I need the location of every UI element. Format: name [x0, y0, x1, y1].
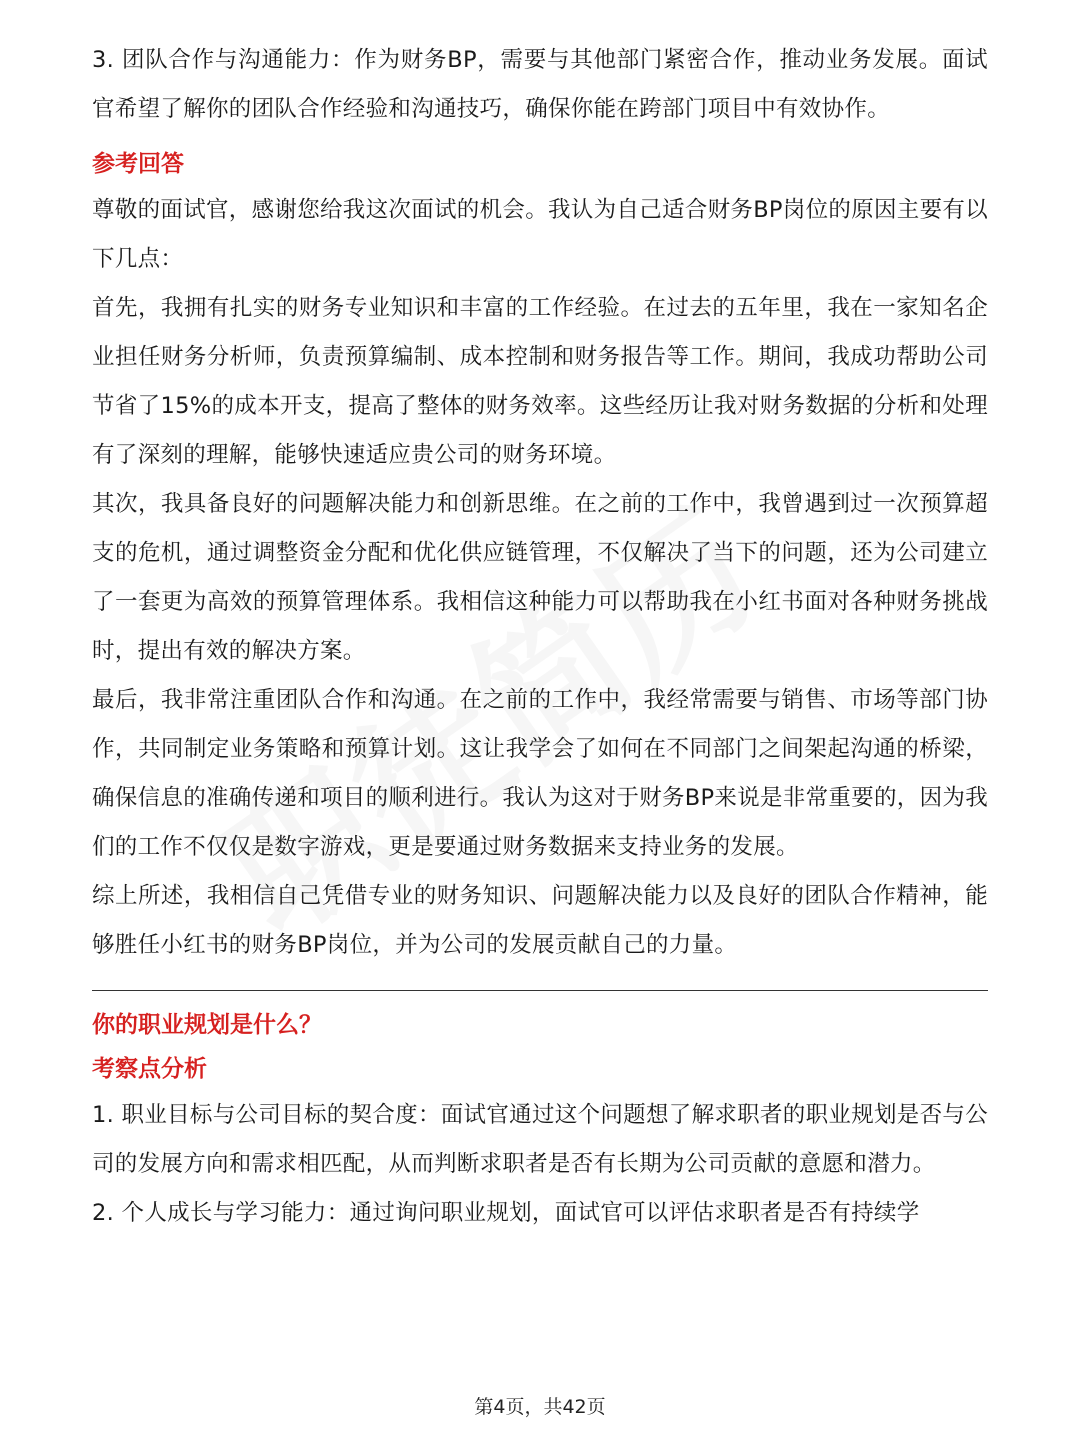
answer-paragraph-4: 最后，我非常注重团队合作和沟通。在之前的工作中，我经常需要与销售、市场等部门协作，共同制定业务策略和预算计划。这让我学会了如何在不同部门之间架起沟通的桥梁，确保信息的准确传递和项目的顺利进行。我认为这对于财务BP来说是非常重要的，因为我们的工作不仅仅是数字游戏，更是要通过财务数据来支持业务的发展。 — [92, 687, 989, 860]
question-heading: 你的职业规划是什么？ — [92, 1012, 322, 1038]
answer-paragraph-3: 其次，我具备良好的问题解决能力和创新思维。在之前的工作中，我曾遇到过一次预算超支的危机，通过调整资金分配和优化供应链管理，不仅解决了当下的问题，还为公司建立了一套更为高效的预算管理体系。我相信这种能力可以帮助我在小红书面对各种财务挑战时，提出有效的解决方案。 — [92, 491, 988, 664]
document-page — [92, 36, 988, 1238]
analysis-point-1: 1. 职业目标与公司目标的契合度：面试官通过这个问题想了解求职者的职业规划是否与公司的发展方向和需求相匹配，从而判断求职者是否有长期为公司贡献的意愿和潜力。 — [92, 1102, 988, 1177]
answer-paragraph-2: 首先，我拥有扎实的财务专业知识和丰富的工作经验。在过去的五年里，我在一家知名企业担任财务分析师，负责预算编制、成本控制和财务报告等工作。期间，我成功帮助公司节省了15%的成本开支，提高了整体的财务效率。这些经历让我对财务数据的分析和处理有了深刻的理解，能够快速适应贵公司的财务环境。 — [92, 295, 988, 468]
answer-paragraph-1: 尊敬的面试官，感谢您给我这次面试的机会。我认为自己适合财务BP岗位的原因主要有以下几点： — [92, 197, 989, 272]
section-divider — [92, 990, 988, 991]
analysis-point-2: 2. 个人成长与学习能力：通过询问职业规划，面试官可以评估求职者是否有持续学 — [92, 1200, 920, 1226]
reference-answer-heading: 参考回答 — [92, 151, 184, 177]
analysis-heading: 考察点分析 — [92, 1056, 207, 1082]
answer-paragraph-5: 综上所述，我相信自己凭借专业的财务知识、问题解决能力以及良好的团队合作精神，能够胜任小红书的财务BP岗位，并为公司的发展贡献自己的力量。 — [92, 883, 988, 958]
page-indicator: 第4页，共42页 — [474, 1396, 606, 1418]
intro-point-3: 3. 团队合作与沟通能力：作为财务BP，需要与其他部门紧密合作，推动业务发展。面试官希望了解你的团队合作经验和沟通技巧，确保你能在跨部门项目中有效协作。 — [92, 47, 988, 122]
